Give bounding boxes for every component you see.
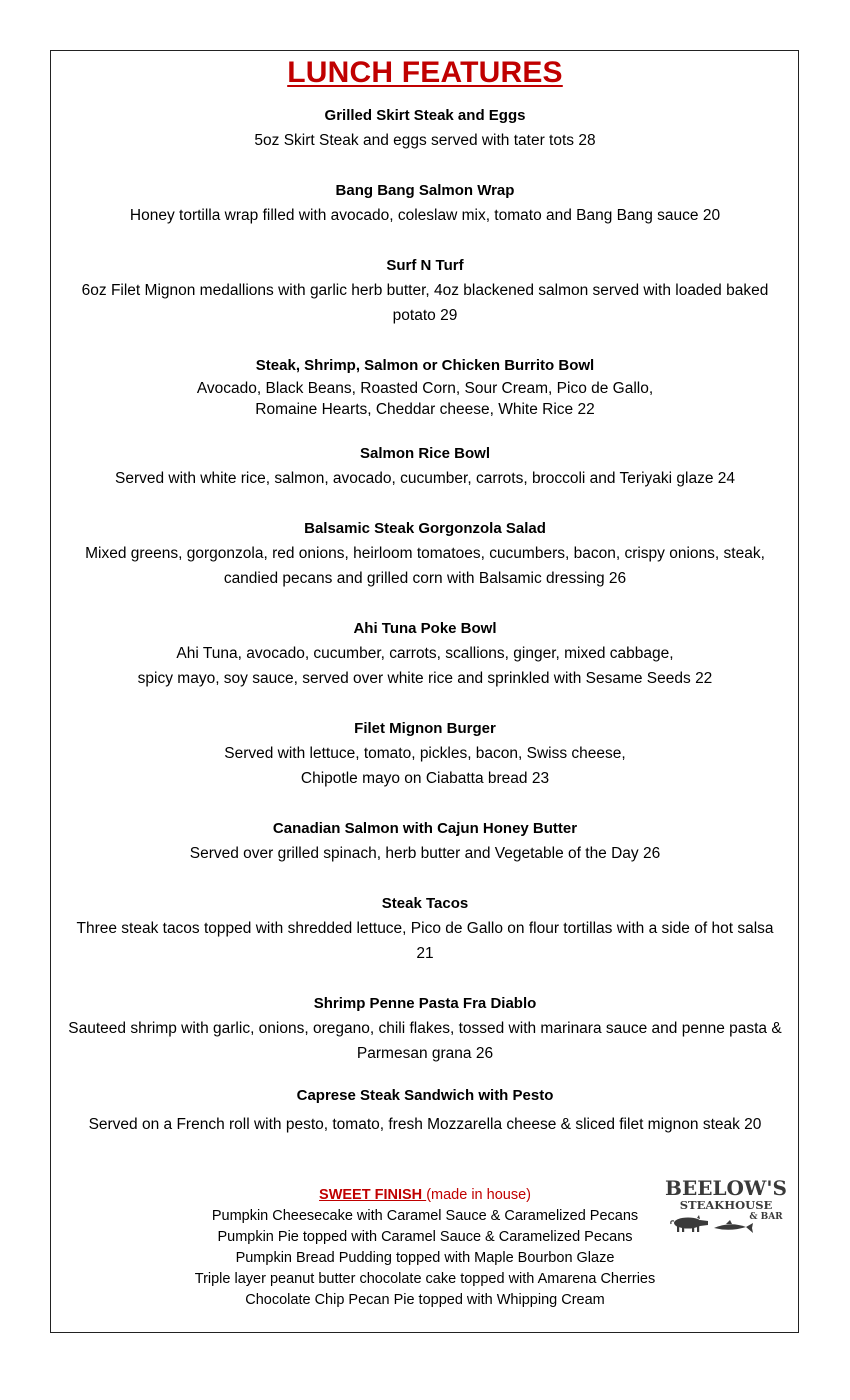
item-description: Three steak tacos topped with shredded lettuce, Pico de Gallo on flour tortillas with a side of hot salsa bbox=[76, 920, 774, 937]
item-description: candied pecans and grilled corn with Balsamic dressing 26 bbox=[223, 570, 627, 587]
menu-item bbox=[55, 441, 795, 491]
menu-item bbox=[55, 616, 795, 691]
item-description: Ahi Tuna, avocado, cucumber, carrots, scallions, ginger, mixed cabbage, bbox=[176, 645, 674, 662]
item-description: Chipotle mayo on Ciabatta bread 23 bbox=[300, 770, 550, 787]
item-name: Caprese Steak Sandwich with Pesto bbox=[296, 1087, 554, 1104]
item-description: Served with white rice, salmon, avocado, cucumber, carrots, broccoli and Teriyaki glaze 24 bbox=[114, 470, 735, 487]
item-description: potato 29 bbox=[392, 307, 458, 324]
item-name: Grilled Skirt Steak and Eggs bbox=[324, 107, 526, 124]
pig-and-fish-icon bbox=[671, 1215, 753, 1233]
logo-line3: & BAR bbox=[749, 1212, 783, 1222]
item-description: Honey tortilla wrap filled with avocado, coleslaw mix, tomato and Bang Bang sauce 20 bbox=[129, 207, 721, 224]
menu-item bbox=[55, 516, 795, 591]
item-description: 21 bbox=[416, 945, 434, 962]
item-name: Bang Bang Salmon Wrap bbox=[335, 182, 515, 199]
sweet-finish-note: (made in house) bbox=[426, 1187, 531, 1203]
item-name: Ahi Tuna Poke Bowl bbox=[353, 620, 497, 637]
item-name: Surf N Turf bbox=[386, 257, 464, 274]
menu-border bbox=[50, 50, 799, 1333]
dessert-item: Chocolate Chip Pecan Pie topped with Whipping Cream bbox=[245, 1292, 605, 1308]
item-name: Filet Mignon Burger bbox=[354, 720, 496, 737]
sweet-finish-label: SWEET FINISH bbox=[319, 1187, 427, 1203]
item-description: Sauteed shrimp with garlic, onions, oregano, chili flakes, tossed with marinara sauce and penne pasta & bbox=[68, 1020, 782, 1037]
item-description: Avocado, Black Beans, Roasted Corn, Sour Cream, Pico de Gallo, bbox=[196, 380, 654, 397]
menu-item bbox=[55, 891, 795, 966]
item-description: Served with lettuce, tomato, pickles, bacon, Swiss cheese, bbox=[224, 745, 626, 762]
item-description: Served on a French roll with pesto, tomato, fresh Mozzarella cheese & sliced filet mignon steak 20 bbox=[88, 1116, 762, 1133]
menu-item bbox=[55, 816, 795, 866]
logo-line2: STEAKHOUSE bbox=[679, 1198, 773, 1212]
item-name: Shrimp Penne Pasta Fra Diablo bbox=[313, 995, 537, 1012]
item-description: 5oz Skirt Steak and eggs served with tater tots 28 bbox=[254, 132, 596, 149]
item-description: Parmesan grana 26 bbox=[356, 1045, 494, 1062]
menu-item bbox=[55, 716, 795, 791]
sweet-finish-section bbox=[150, 1184, 700, 1311]
dessert-item: Triple layer peanut butter chocolate cake topped with Amarena Cherries bbox=[194, 1271, 656, 1287]
menu-item bbox=[55, 991, 795, 1066]
dessert-item: Pumpkin Bread Pudding topped with Maple Bourbon Glaze bbox=[235, 1250, 615, 1266]
dessert-item: Pumpkin Pie topped with Caramel Sauce & Caramelized Pecans bbox=[217, 1229, 633, 1245]
menu-item bbox=[55, 1083, 795, 1137]
item-name: Steak, Shrimp, Salmon or Chicken Burrito Bowl bbox=[255, 357, 595, 374]
menu-item bbox=[55, 353, 795, 420]
item-name: Steak Tacos bbox=[381, 895, 469, 912]
item-description: 6oz Filet Mignon medallions with garlic herb butter, 4oz blackened salmon served with loaded baked bbox=[81, 282, 769, 299]
sweet-finish-heading bbox=[150, 1184, 700, 1206]
menu-item bbox=[55, 178, 795, 228]
menu-item bbox=[55, 253, 795, 328]
item-description: Served over grilled spinach, herb butter and Vegetable of the Day 26 bbox=[189, 845, 661, 862]
item-name: Salmon Rice Bowl bbox=[359, 445, 491, 462]
page-title: LUNCH FEATURES bbox=[287, 56, 563, 89]
item-description: Romaine Hearts, Cheddar cheese, White Rice 22 bbox=[255, 401, 595, 418]
beelows-logo bbox=[664, 1175, 788, 1237]
item-name: Canadian Salmon with Cajun Honey Butter bbox=[272, 820, 578, 837]
dessert-item: Pumpkin Cheesecake with Caramel Sauce & Caramelized Pecans bbox=[211, 1208, 639, 1224]
item-name: Balsamic Steak Gorgonzola Salad bbox=[304, 520, 546, 537]
item-description: Mixed greens, gorgonzola, red onions, heirloom tomatoes, cucumbers, bacon, crispy onions, steak, bbox=[85, 545, 765, 562]
item-description: spicy mayo, soy sauce, served over white rice and sprinkled with Sesame Seeds 22 bbox=[137, 670, 713, 687]
logo-line1: BEELOW'S bbox=[665, 1176, 787, 1200]
menu-item bbox=[55, 103, 795, 153]
